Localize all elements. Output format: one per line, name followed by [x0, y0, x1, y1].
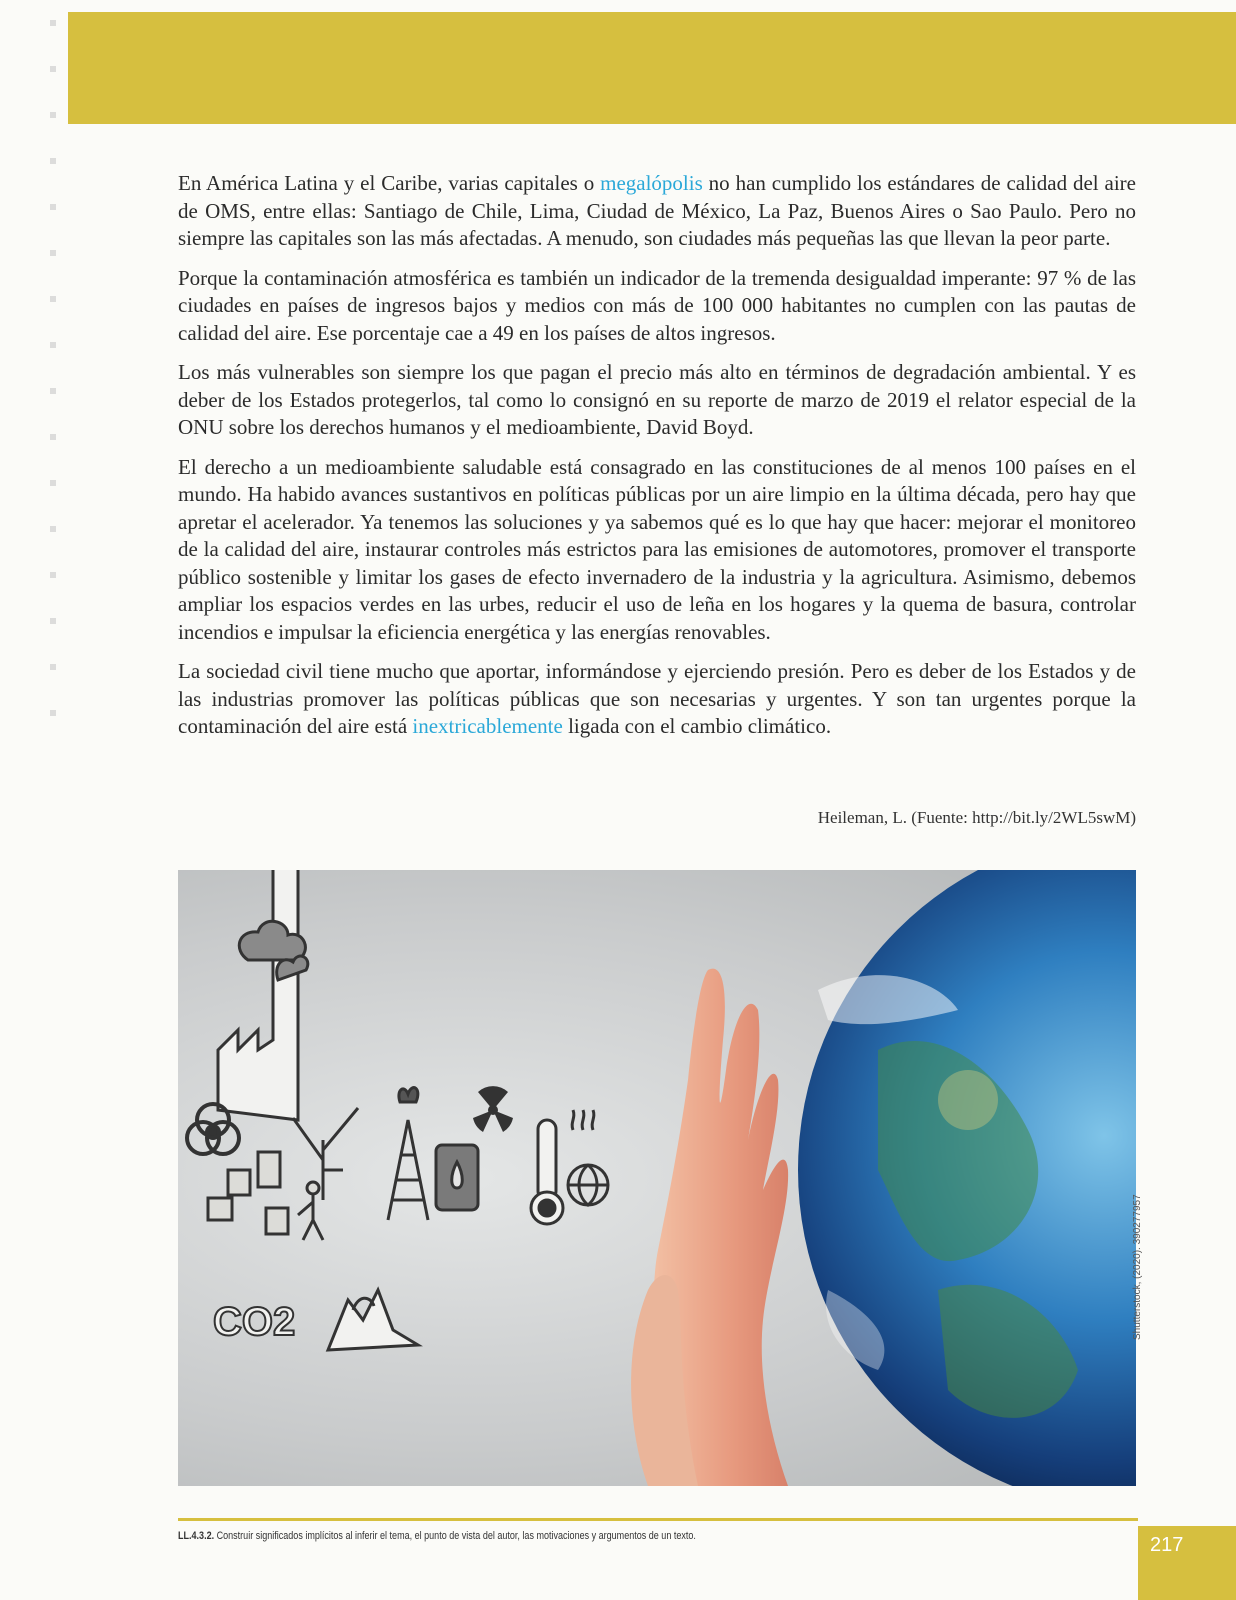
- factory-icon: [218, 870, 308, 1120]
- objective-description: Construir significados implícitos al inferir el tema, el punto de vista del autor, las motivaciones y argumentos de un texto.: [214, 1530, 696, 1542]
- header-color-band: [68, 12, 1236, 124]
- tree-stumps-icon: [208, 1152, 323, 1240]
- oil-rig-icon: [388, 1088, 428, 1220]
- binding-edge-marks: [50, 20, 56, 740]
- dead-tree-icon: [293, 1108, 358, 1200]
- source-citation: Heileman, L. (Fuente: http://bit.ly/2WL5swM): [817, 808, 1136, 827]
- paragraph-2: Porque la contaminación atmosférica es también un indicador de la tremenda desigualdad imperante: 97 % de las ciudades en países de ingresos bajos y medios con más de 100 000 habitantes no cumplen con las pautas de calidad del aire. Ese porcentaje cae a 49 en los países de altos ingresos.: [178, 265, 1136, 345]
- footer-objective: [178, 1530, 949, 1542]
- co2-label: CO2: [213, 1300, 296, 1344]
- oil-barrel-icon: [436, 1145, 478, 1210]
- radiation-icon: [473, 1086, 513, 1132]
- footer-divider: [178, 1518, 1138, 1521]
- illustration-photo: [178, 870, 1136, 1486]
- melting-ice-icon: [328, 1290, 418, 1350]
- image-credit: Shutterstock, (2020). 390277957: [1132, 1194, 1143, 1340]
- hand-icon: [631, 969, 788, 1486]
- pollution-globe-illustration: [178, 870, 1136, 1486]
- world-icon: [568, 1165, 608, 1205]
- article-body: [178, 170, 1136, 753]
- paragraph-3: Los más vulnerables son siempre los que pagan el precio más alto en términos de degradación ambiental. Y es deber de los Estados protegerlos, tal como lo consignó en su reporte de marzo de 2019 el relator especial de la ONU sobre los derechos humanos y el medioambiente, David Boyd.: [178, 360, 1136, 439]
- glossary-term-megalopolis[interactable]: megalópolis: [600, 171, 703, 195]
- glossary-term-inextricablemente[interactable]: inextricablemente: [412, 714, 563, 738]
- paragraph-1: En América Latina y el Caribe, varias capitales o megalópolis no han cumplido los estándares de calidad del aire de OMS, entre ellas: Santiago de Chile, Lima, Ciudad de México, La Paz, Buenos Aires o Sao Paulo. Pero no siempre las capitales son las más afectadas. A menudo, son ciudades más pequeñas las que llevan la peor parte.: [178, 171, 1136, 250]
- page-number: 217: [1150, 1534, 1184, 1556]
- globe-icon: [798, 870, 1136, 1486]
- paragraph-5: La sociedad civil tiene mucho que aportar, informándose y ejerciendo presión. Pero es deber de los Estados y de las industrias promover las políticas públicas que son necesarias y urgentes. Y son tan urgentes porque la contaminación del aire está inextricablemente ligada con el cambio climático.: [178, 659, 1136, 738]
- objective-code: LL.4.3.2.: [178, 1530, 215, 1542]
- paragraph-4: El derecho a un medioambiente saludable está consagrado en las constituciones de al menos 100 países en el mundo. Ha habido avances sustantivos en políticas públicas por un aire limpio en la última década, pero hay que apretar el acelerador. Ya tenemos las soluciones y ya sabemos qué es lo que hay que hacer: mejorar el monitoreo de la calidad del aire, instaurar controles más estrictos para las emisiones de automotores, promover el transporte público sostenible y limitar los gases de efecto invernadero de la industria y la agricultura. Asimismo, debemos ampliar los espacios verdes en las urbes, reducir el uso de leña en los hogares y la quema de basura, controlar incendios e impulsar la eficiencia energética y las energías renovables.: [178, 454, 1136, 644]
